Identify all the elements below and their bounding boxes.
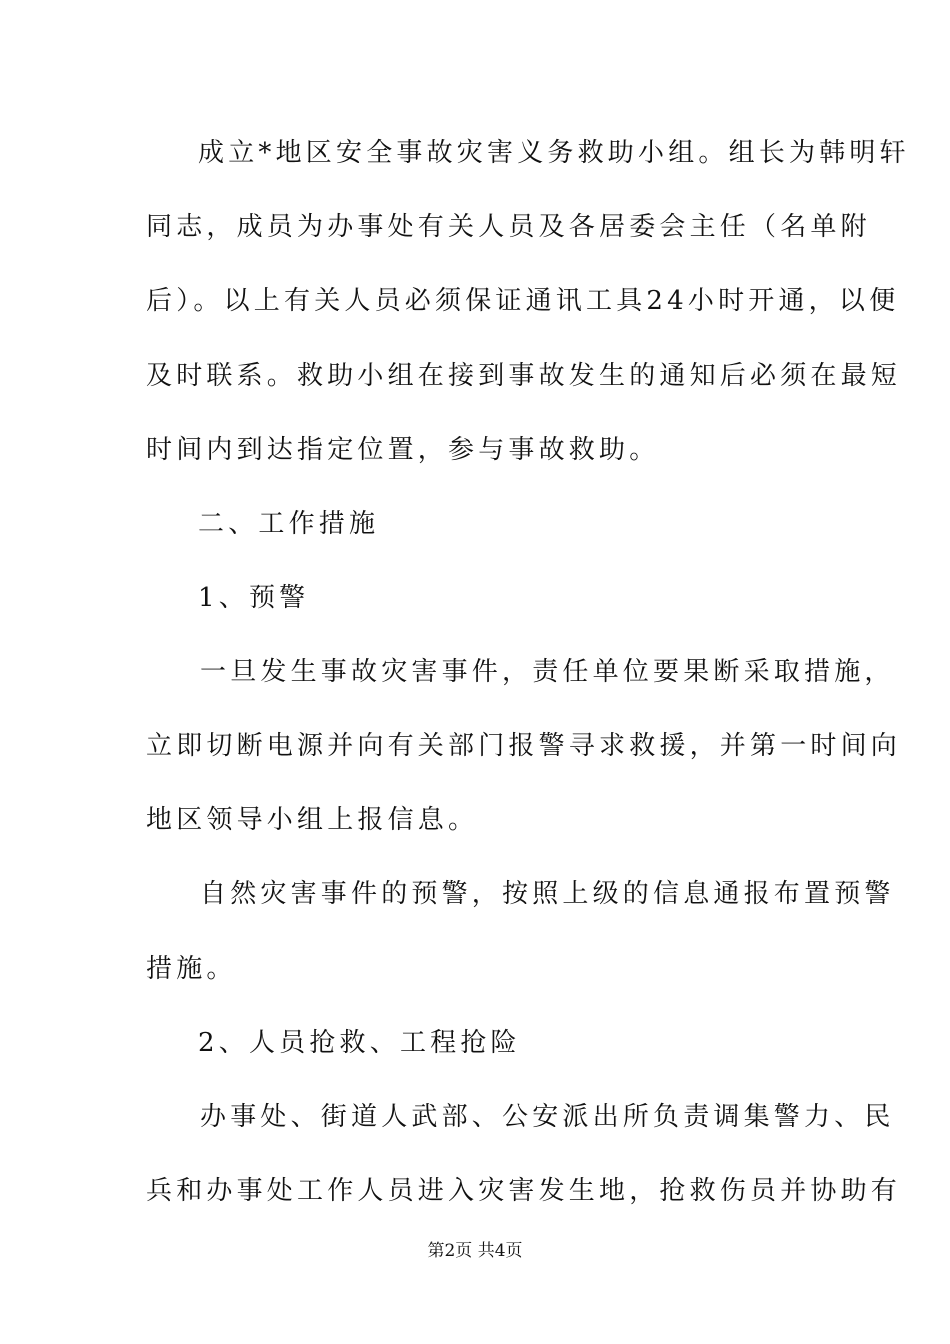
section-heading: 二、工作措施 <box>198 509 380 539</box>
body-paragraph-line: 一旦发生事故灾害事件，责任单位要果断采取措施， <box>200 657 895 687</box>
body-paragraph-line: 自然灾害事件的预警，按照上级的信息通报布置预警 <box>200 879 895 909</box>
body-paragraph-line: 立即切断电源并向有关部门报警寻求救援，并第一时间向 <box>146 731 902 761</box>
subsection-heading: 2、人员抢救、工程抢险 <box>198 1028 521 1058</box>
subsection-heading: 1、预警 <box>198 583 310 613</box>
body-paragraph-line: 同志，成员为办事处有关人员及各居委会主任（名单附 <box>146 212 871 242</box>
body-paragraph-line: 办事处、街道人武部、公安派出所负责调集警力、民 <box>200 1102 895 1132</box>
body-paragraph-line: 后）。以上有关人员必须保证通讯工具24小时开通，以便 <box>146 286 900 316</box>
body-paragraph-line: 时间内到达指定位置，参与事故救助。 <box>146 435 660 465</box>
body-paragraph-line: 兵和办事处工作人员进入灾害发生地，抢救伤员并协助有 <box>146 1176 902 1206</box>
page-number-footer: 第2页 共4页 <box>427 1241 523 1261</box>
body-paragraph-line: 成立*地区安全事故灾害义务救助小组。组长为韩明轩 <box>198 138 910 168</box>
body-paragraph-line: 及时联系。救助小组在接到事故发生的通知后必须在最短 <box>146 361 902 391</box>
body-paragraph-line: 措施。 <box>146 954 237 984</box>
body-paragraph-line: 地区领导小组上报信息。 <box>146 805 479 835</box>
